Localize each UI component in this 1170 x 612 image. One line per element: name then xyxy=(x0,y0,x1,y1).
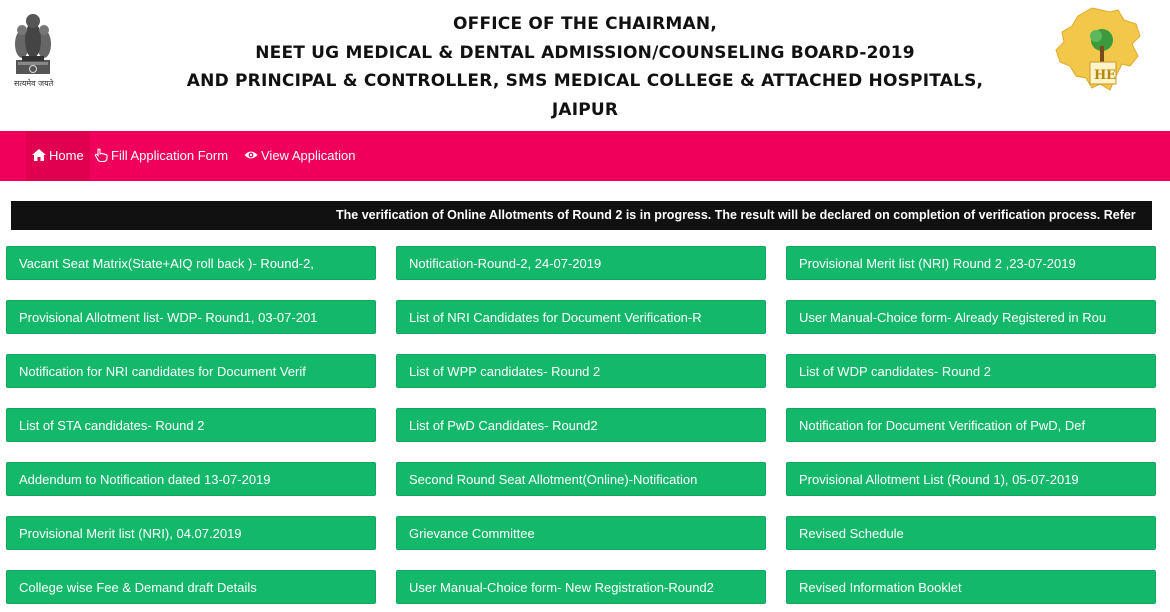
svg-text:E: E xyxy=(1106,68,1116,83)
link-button[interactable]: User Manual-Choice form- Already Registered in Rou xyxy=(786,300,1156,334)
link-button[interactable]: List of WPP candidates- Round 2 xyxy=(396,354,766,388)
eye-icon xyxy=(244,149,258,161)
link-button[interactable]: Provisional Allotment list- WDP- Round1, 03-07-201 xyxy=(6,300,376,334)
home-icon xyxy=(32,149,46,161)
link-button[interactable]: Provisional Allotment List (Round 1), 05-07-2019 xyxy=(786,462,1156,496)
link-button[interactable]: List of WDP candidates- Round 2 xyxy=(786,354,1156,388)
page-title xyxy=(0,10,1170,124)
link-button[interactable]: Notification for Document Verification of PwD, Def xyxy=(786,408,1156,442)
link-button[interactable]: Grievance Committee xyxy=(396,516,766,550)
link-button[interactable]: Notification for NRI candidates for Document Verif xyxy=(6,354,376,388)
news-ticker xyxy=(11,201,1152,230)
link-button[interactable]: Provisional Merit list (NRI) Round 2 ,23-07-2019 xyxy=(786,246,1156,280)
ticker-text: The verification of Online Allotments of Round 2 is in progress. The result will be declared on completion of verification process. Refer xyxy=(336,208,1136,222)
link-button[interactable]: List of PwD Candidates- Round2 xyxy=(396,408,766,442)
svg-text:H: H xyxy=(1094,68,1107,83)
title-line-1: OFFICE OF THE CHAIRMAN, xyxy=(453,14,717,34)
title-line-2: NEET UG MEDICAL & DENTAL ADMISSION/COUNSELING BOARD-2019 xyxy=(255,42,915,63)
link-button[interactable]: Revised Information Booklet xyxy=(786,570,1156,604)
nav-view-label: View Application xyxy=(261,148,356,163)
link-button[interactable]: List of STA candidates- Round 2 xyxy=(6,408,376,442)
page-header xyxy=(0,0,1170,131)
nav-view-application[interactable] xyxy=(244,131,355,181)
notification-links-grid xyxy=(6,246,1166,612)
link-button[interactable]: Addendum to Notification dated 13-07-2019 xyxy=(6,462,376,496)
emblem-caption: सत्यमेव जयते xyxy=(14,79,54,88)
link-button[interactable]: List of NRI Candidates for Document Verification-R xyxy=(396,300,766,334)
nav-fill-label: Fill Application Form xyxy=(111,148,229,163)
title-line-3: AND PRINCIPAL & CONTROLLER, SMS MEDICAL COLLEGE & ATTACHED HOSPITALS, xyxy=(186,71,984,91)
title-line-4: JAIPUR xyxy=(551,99,619,120)
main-navbar xyxy=(0,131,1170,181)
nav-home[interactable] xyxy=(26,131,90,181)
link-button[interactable]: User Manual-Choice form- New Registration-Round2 xyxy=(396,570,766,604)
rajasthan-map-logo-icon xyxy=(1052,6,1144,94)
nav-home-label: Home xyxy=(49,148,84,163)
link-button[interactable]: Second Round Seat Allotment(Online)-Notification xyxy=(396,462,766,496)
link-button[interactable]: Provisional Merit list (NRI), 04.07.2019 xyxy=(6,516,376,550)
hand-pointer-icon xyxy=(94,148,108,162)
nav-fill-application-form[interactable] xyxy=(94,131,228,181)
link-button[interactable]: Notification-Round-2, 24-07-2019 xyxy=(396,246,766,280)
link-button[interactable]: Vacant Seat Matrix(State+AIQ roll back )- Round-2, xyxy=(6,246,376,280)
link-button[interactable]: College wise Fee & Demand draft Details xyxy=(6,570,376,604)
link-button[interactable]: Revised Schedule xyxy=(786,516,1156,550)
